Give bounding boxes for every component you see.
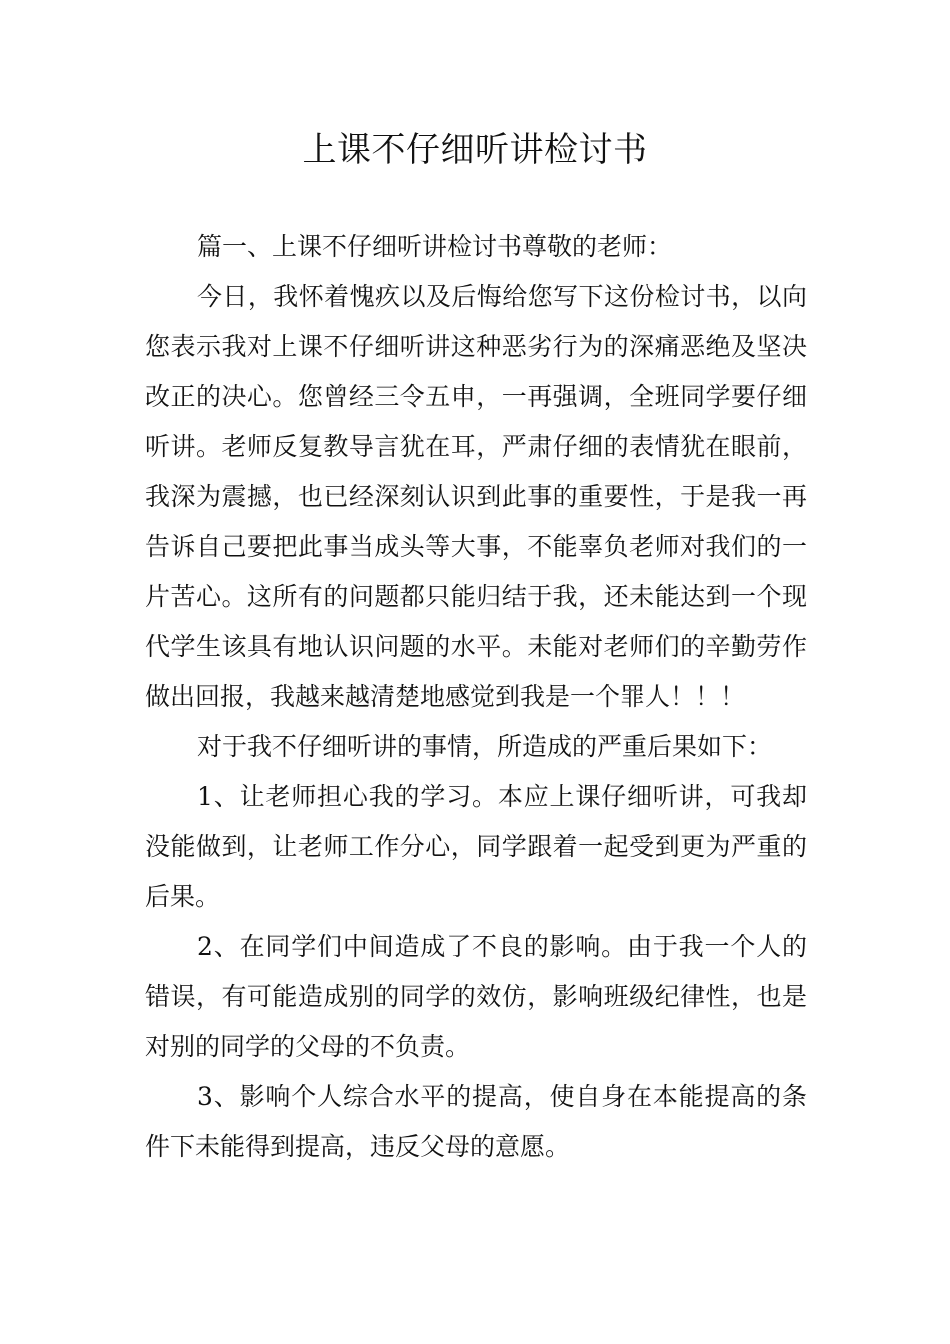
document-title: 上课不仔细听讲检讨书 [302, 130, 648, 170]
paragraph-consequences-intro: 对于我不仔细听讲的事情，所造成的严重后果如下： [197, 732, 773, 761]
paragraph-point-2: 2、在同学们中间造成了不良的影响。由于我一个人的错误，有可能造成别的同学的效仿，影响班级纪律性，也是对别的同学的父母的不负责。 [145, 932, 807, 1061]
paragraph-main: 今日，我怀着愧疚以及后悔给您写下这份检讨书，以向您表示我对上课不仔细听讲这种恶劣行为的深痛恶绝及坚决改正的决心。您曾经三令五申，一再强调，全班同学要仔细听讲。老师反复教导言犹在耳，严肃仔细的表情犹在眼前，我深为震撼，也已经深刻认识到此事的重要性，于是我一再告诉自己要把此事当成头等大事，不能辜负老师对我们的一片苦心。这所有的问题都只能归结于我，还未能达到一个现代学生该具有地认识问题的水平。未能对老师们的辛勤劳作做出回报，我越来越清楚地感觉到我是一个罪人！！！ [145, 282, 807, 711]
paragraph-heading: 篇一、上课不仔细听讲检讨书尊敬的老师： [197, 232, 673, 261]
paragraph-point-3: 3、影响个人综合水平的提高，使自身在本能提高的条件下未能得到提高，违反父母的意愿。 [145, 1082, 807, 1161]
paragraph-point-1: 1、让老师担心我的学习。本应上课仔细听讲，可我却没能做到，让老师工作分心，同学跟着一起受到更为严重的后果。 [145, 782, 807, 911]
document-body [145, 222, 807, 1172]
